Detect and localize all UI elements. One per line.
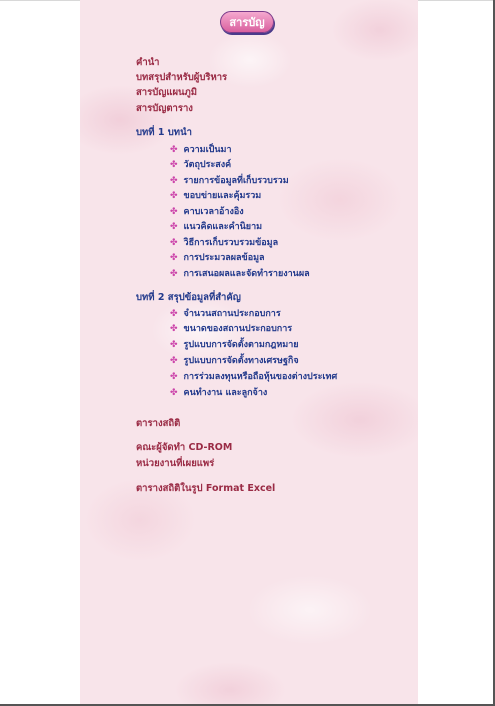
bullet-flower-icon: ✤ xyxy=(170,309,178,319)
chapter-1-item-label: รายการข้อมูลที่เก็บรวบรวม xyxy=(183,176,289,186)
chapter-2-item-label: รูปแบบการจัดตั้งทางเศรษฐกิจ xyxy=(183,356,299,366)
link-publishing-agency[interactable]: หน่วยงานที่เผยแพร่ xyxy=(136,458,215,469)
link-preface[interactable]: คำนำ xyxy=(136,57,160,68)
chapter-2-item[interactable] xyxy=(170,387,267,399)
link-table-index[interactable]: สารบัญตาราง xyxy=(136,103,193,114)
toc-page xyxy=(80,0,418,704)
chapter-2-item[interactable] xyxy=(170,323,292,335)
bullet-flower-icon: ✤ xyxy=(170,222,178,232)
bullet-flower-icon: ✤ xyxy=(170,340,178,350)
chapter-2-item[interactable] xyxy=(170,308,281,320)
bullet-flower-icon: ✤ xyxy=(170,238,178,248)
bullet-flower-icon: ✤ xyxy=(170,356,178,366)
chapter-1-item[interactable] xyxy=(170,221,262,233)
bullet-flower-icon: ✤ xyxy=(170,324,178,334)
bullet-flower-icon: ✤ xyxy=(170,176,178,186)
chapter-2-item[interactable] xyxy=(170,355,299,367)
chapter-1-item[interactable] xyxy=(170,237,278,249)
chapter-1-item-label: แนวคิดและคำนิยาม xyxy=(183,222,263,232)
link-statistical-tables[interactable]: ตารางสถิติ xyxy=(136,418,181,429)
chapter-2-item[interactable] xyxy=(170,339,299,351)
chapter-1-item-label: การเสนอผลและจัดทำรายงานผล xyxy=(183,269,310,279)
chapter-1-item[interactable] xyxy=(170,268,310,280)
chapter-2-item-label: ขนาดของสถานประกอบการ xyxy=(183,324,293,334)
link-excel-tables[interactable]: ตารางสถิติในรูป Format Excel xyxy=(136,483,276,494)
chapter-1-item-label: ขอบข่ายและคุ้มรวม xyxy=(183,191,262,201)
bullet-flower-icon: ✤ xyxy=(170,207,178,217)
chapter-2-heading[interactable]: บทที่ 2 สรุปข้อมูลที่สำคัญ xyxy=(136,292,241,303)
link-cd-rom-team[interactable]: คณะผู้จัดทำ CD-ROM xyxy=(136,442,233,453)
link-chart-index[interactable]: สารบัญแผนภูมิ xyxy=(136,87,198,98)
bullet-flower-icon: ✤ xyxy=(170,269,178,279)
chapter-1-item[interactable] xyxy=(170,159,231,171)
chapter-1-item-label: การประมวลผลข้อมูล xyxy=(183,253,265,263)
page-title: สารบัญ xyxy=(220,11,274,33)
chapter-1-item[interactable] xyxy=(170,190,261,202)
chapter-2-item-label: คนทำงาน และลูกจ้าง xyxy=(183,388,268,398)
bullet-flower-icon: ✤ xyxy=(170,191,178,201)
bullet-flower-icon: ✤ xyxy=(170,145,178,155)
chapter-1-item-label: คาบเวลาอ้างอิง xyxy=(183,207,244,217)
chapter-1-item[interactable] xyxy=(170,175,289,187)
chapter-1-item[interactable] xyxy=(170,144,232,156)
chapter-2-item-label: จำนวนสถานประกอบการ xyxy=(183,309,281,319)
chapter-2-item-label: รูปแบบการจัดตั้งตามกฎหมาย xyxy=(183,340,299,350)
chapter-1-item-label: วิธีการเก็บรวบรวมข้อมูล xyxy=(183,238,279,248)
bullet-flower-icon: ✤ xyxy=(170,372,178,382)
chapter-1-item-label: วัตถุประสงค์ xyxy=(183,160,232,170)
chapter-1-item[interactable] xyxy=(170,206,244,218)
bullet-flower-icon: ✤ xyxy=(170,388,178,398)
chapter-2-item[interactable] xyxy=(170,371,337,383)
chapter-2-item-label: การร่วมลงทุนหรือถือหุ้นของต่างประเทศ xyxy=(183,372,338,382)
bullet-flower-icon: ✤ xyxy=(170,160,178,170)
chapter-1-heading[interactable]: บทที่ 1 บทนำ xyxy=(136,127,192,138)
link-executive-summary[interactable]: บทสรุปสำหรับผู้บริหาร xyxy=(136,72,228,83)
chapter-1-item-label: ความเป็นมา xyxy=(183,145,232,155)
chapter-1-item[interactable] xyxy=(170,252,265,264)
bullet-flower-icon: ✤ xyxy=(170,253,178,263)
